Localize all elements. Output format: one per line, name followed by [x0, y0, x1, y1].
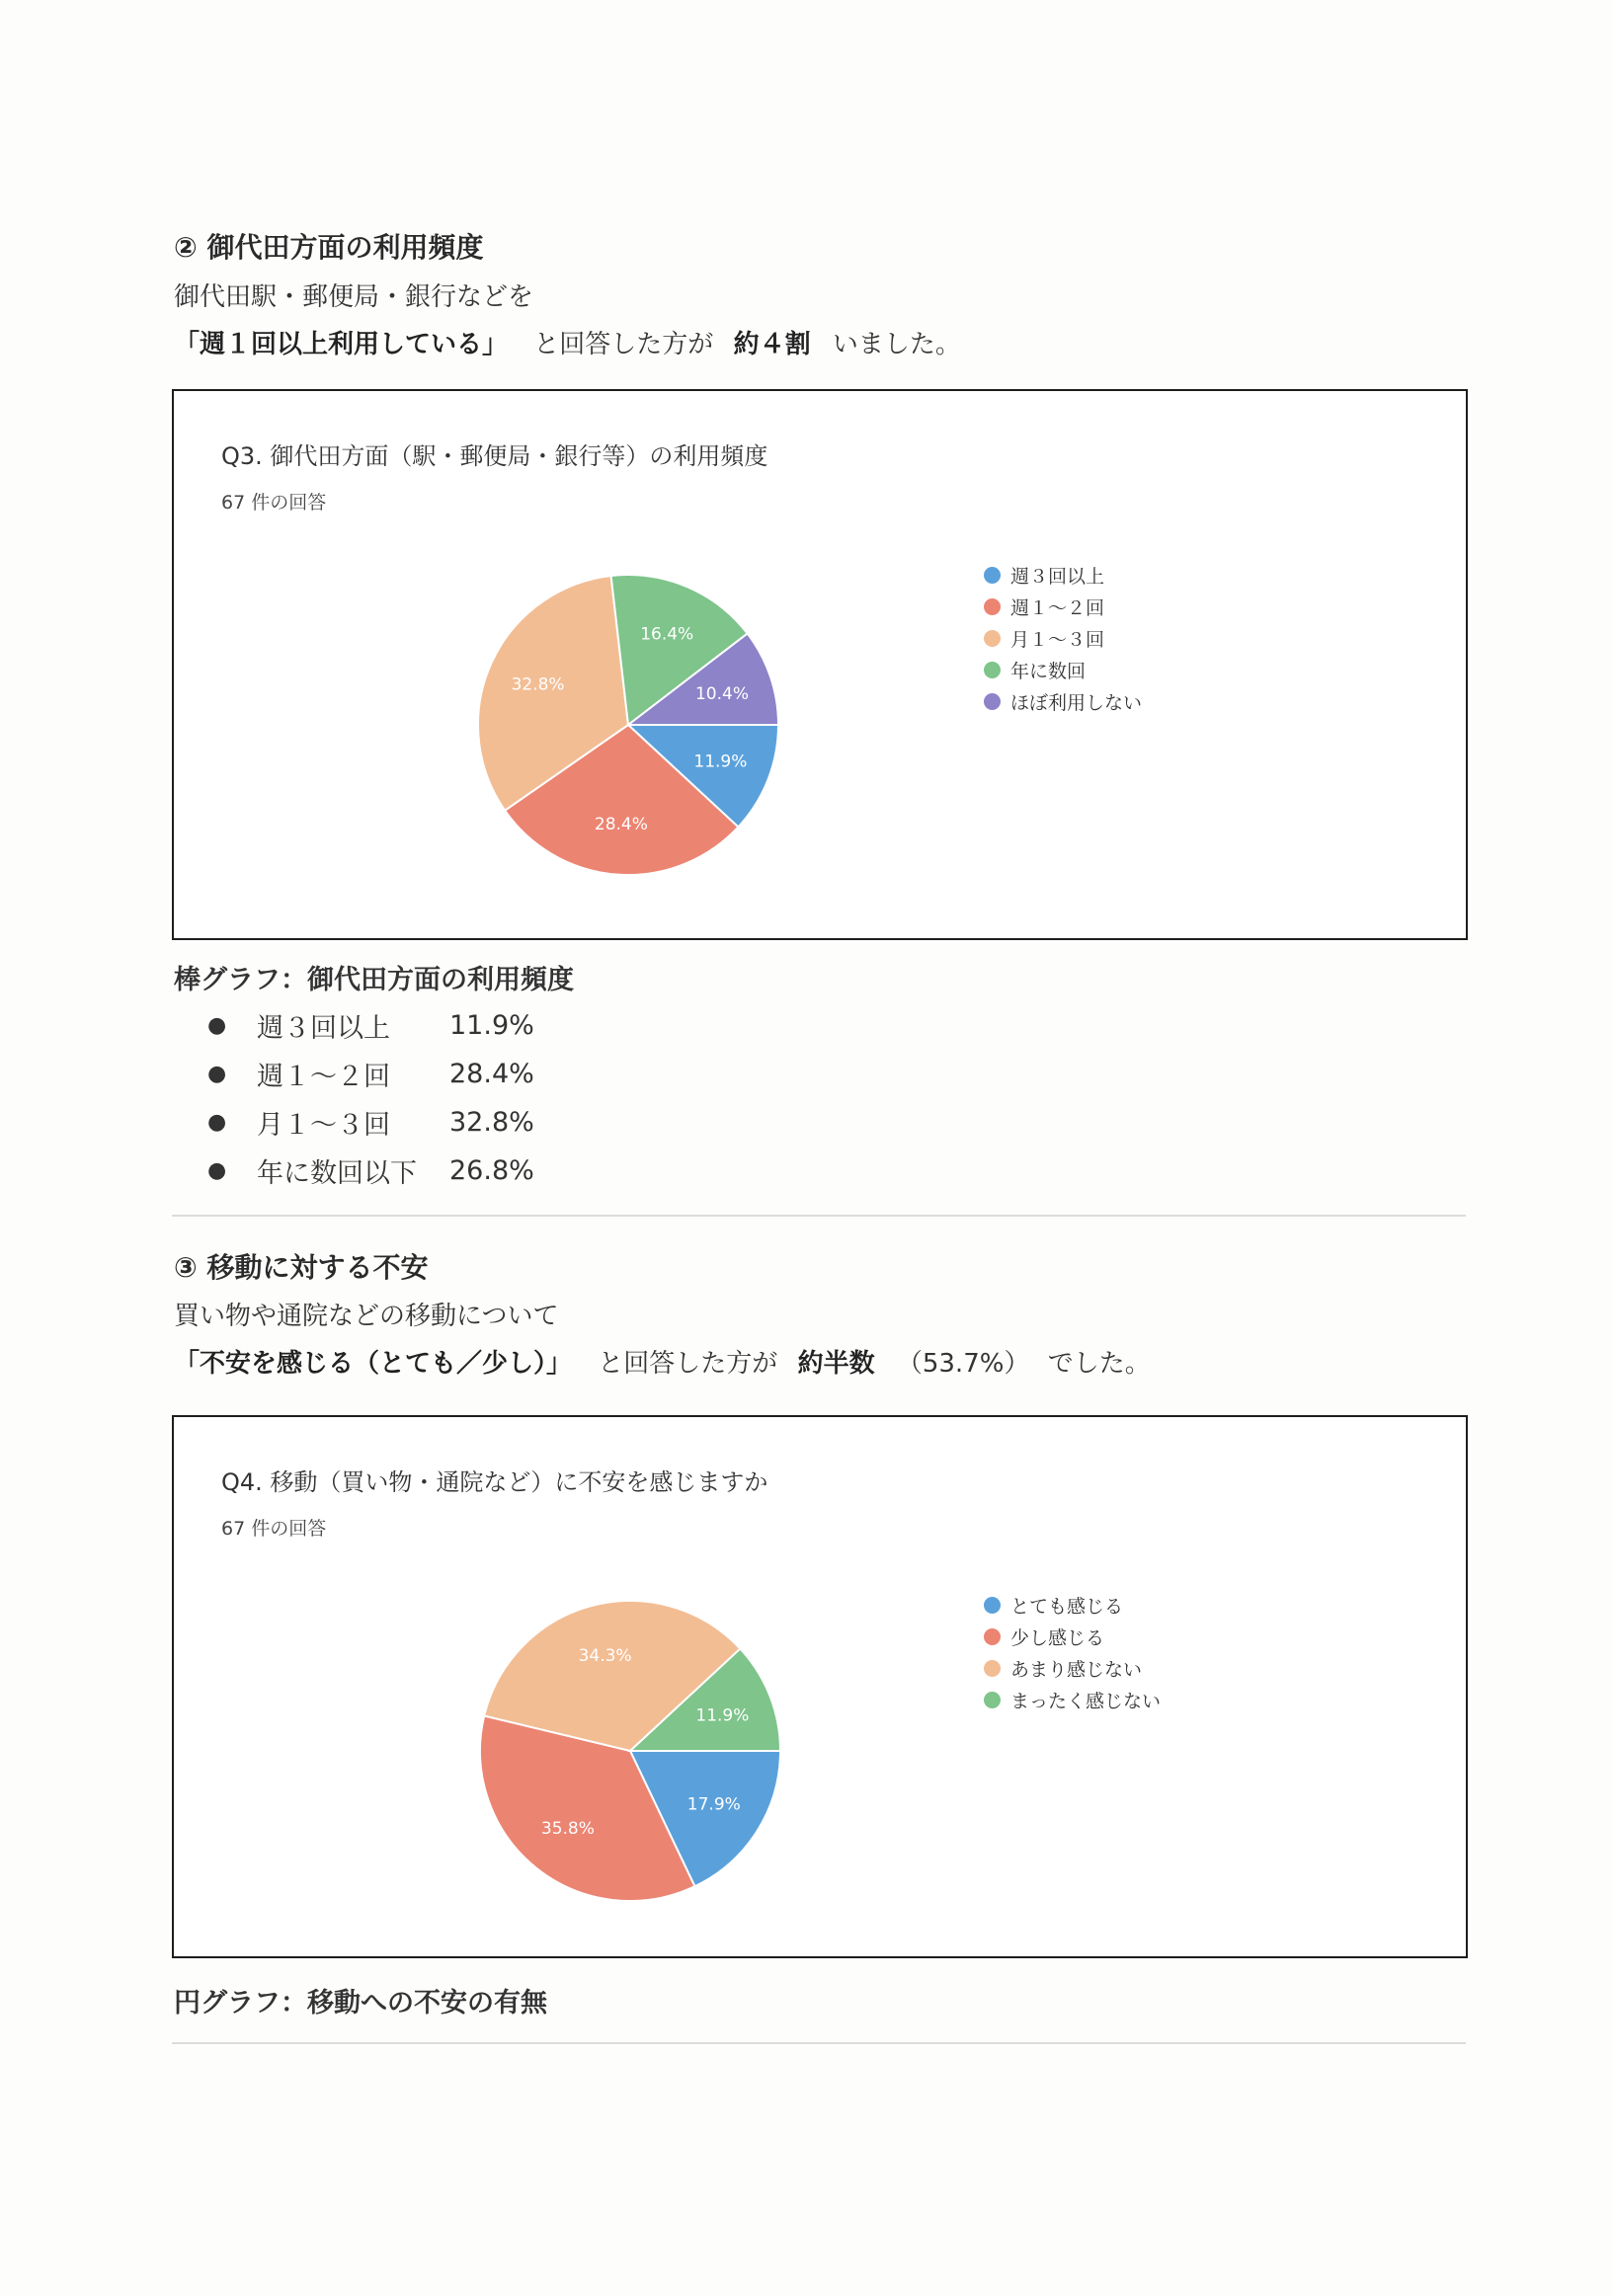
legend-label: とても感じる [1010, 1595, 1124, 1618]
legend-label: 少し感じる [1010, 1626, 1105, 1649]
section2-end: いました。 [832, 330, 961, 359]
bar-caption-title: 棒グラフ：御代田方面の利用頻度 [174, 965, 574, 995]
chart2-legend [984, 1589, 1161, 1715]
chart1-legend [984, 559, 1142, 717]
pie-slice-label: 35.8% [540, 1819, 595, 1839]
section2-line1: 御代田駅・郵便局・銀行などを [174, 282, 534, 312]
chart1-title: Q3. 御代田方面（駅・郵便局・銀行等）の利用頻度 [221, 442, 768, 470]
legend-item [984, 559, 1142, 591]
legend-label: ほぼ利用しない [1010, 691, 1143, 714]
legend-swatch [984, 598, 1001, 615]
pie-slice-label: 10.4% [694, 683, 750, 704]
section2-heading: ② 御代田方面の利用頻度 [174, 231, 484, 264]
pie-slice-label: 32.8% [511, 674, 565, 695]
divider [172, 1215, 1466, 1217]
legend-swatch [984, 1660, 1001, 1677]
section2-quote: 「週１回以上利用している」 [174, 330, 509, 359]
chart1-count: 67 件の回答 [221, 492, 327, 514]
legend-swatch [984, 1597, 1001, 1614]
legend-item [984, 622, 1142, 654]
pie-slice-label: 34.3% [578, 1646, 632, 1666]
pie-slice-label: 17.9% [686, 1794, 741, 1815]
legend-swatch [984, 662, 1001, 678]
legend-swatch [984, 1628, 1001, 1645]
legend-label: まったく感じない [1010, 1690, 1162, 1712]
list-item-value: 26.8% [449, 1155, 534, 1186]
pie-caption-title: 円グラフ：移動への不安の有無 [174, 1988, 547, 2019]
list-item-label: 週１〜２回 [257, 1062, 390, 1092]
legend-label: 週３回以上 [1010, 565, 1105, 588]
legend-item [984, 1589, 1161, 1621]
list-item: ● 週３回以上 11.9% [207, 1001, 534, 1050]
legend-swatch [984, 1692, 1001, 1708]
pie-slice-label: 11.9% [693, 752, 748, 772]
pie-slice-label: 16.4% [640, 624, 694, 645]
legend-label: 月１〜３回 [1010, 628, 1105, 651]
divider [172, 2042, 1466, 2044]
section3-heading: ③ 移動に対する不安 [174, 1251, 429, 1284]
legend-item [984, 1652, 1161, 1684]
legend-swatch [984, 567, 1001, 584]
section3-end: でした。 [1047, 1349, 1151, 1379]
section3-pct: （53.7%） [896, 1349, 1030, 1379]
chart2-box [172, 1415, 1468, 1958]
list-item-value: 28.4% [449, 1059, 534, 1089]
chart1-pie [470, 567, 786, 883]
section2-line2 [174, 324, 961, 360]
pie-slice-label: 11.9% [695, 1705, 750, 1726]
section3-line1: 買い物や通院などの移動について [174, 1302, 559, 1331]
legend-label: 年に数回 [1010, 660, 1087, 682]
legend-swatch [984, 630, 1001, 647]
list-item: ● 週１〜２回 28.4% [207, 1050, 534, 1098]
list-item-value: 11.9% [449, 1010, 534, 1041]
section2-mid: と回答した方が [533, 330, 714, 359]
legend-item [984, 685, 1142, 717]
list-item-value: 32.8% [449, 1107, 534, 1138]
chart2-count: 67 件の回答 [221, 1518, 327, 1540]
section3-mid: と回答した方が [598, 1349, 778, 1379]
list-item-label: 年に数回以下 [257, 1158, 417, 1189]
legend-label: 週１〜２回 [1010, 596, 1105, 619]
chart1-box [172, 389, 1468, 940]
list-item-label: 週３回以上 [257, 1013, 390, 1044]
legend-swatch [984, 693, 1001, 710]
bar-caption-list [207, 1001, 534, 1195]
legend-item [984, 591, 1142, 622]
legend-item [984, 1621, 1161, 1652]
list-item: ● 年に数回以下 26.8% [207, 1147, 534, 1195]
section3-line2 [174, 1343, 1151, 1380]
list-item-label: 月１〜３回 [257, 1110, 390, 1141]
list-item: ● 月１〜３回 32.8% [207, 1098, 534, 1147]
pie-slice-label: 28.4% [594, 815, 648, 835]
legend-item [984, 654, 1142, 685]
legend-label: あまり感じない [1010, 1658, 1143, 1681]
section2-bold: 約４割 [733, 330, 811, 359]
legend-item [984, 1684, 1161, 1715]
chart2-pie [472, 1593, 788, 1909]
section3-quote: 「不安を感じる（とても／少し）」 [174, 1349, 573, 1379]
chart2-title: Q4. 移動（買い物・通院など）に不安を感じますか [221, 1468, 768, 1496]
section3-bold: 約半数 [797, 1349, 875, 1379]
